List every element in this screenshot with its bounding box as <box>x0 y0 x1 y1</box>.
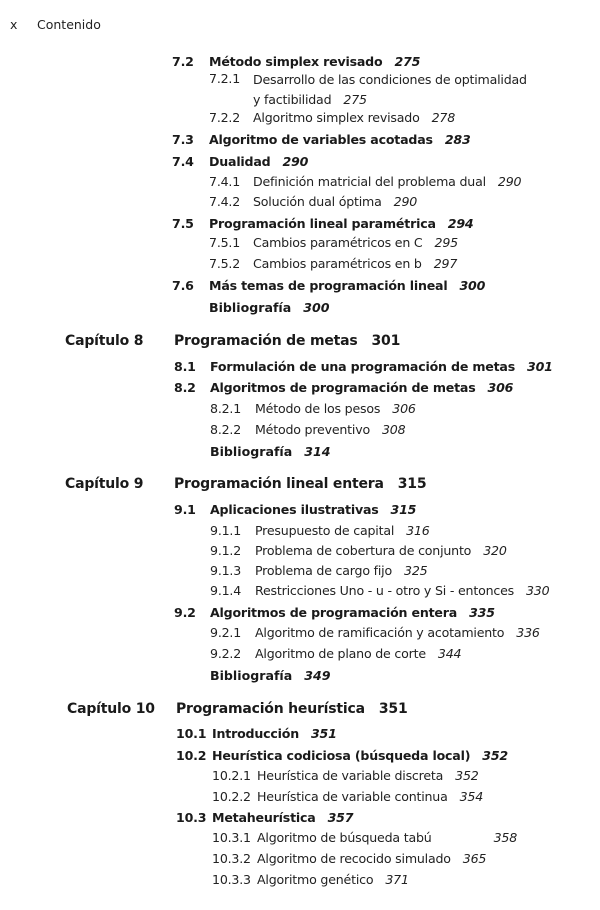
entry-title-wrap <box>210 604 495 622</box>
page-number-ref: 330 <box>525 583 550 598</box>
page-number-ref: 290 <box>497 174 522 189</box>
entry-title: Programación lineal paramétrica <box>209 216 436 231</box>
entry-title: Programación lineal entera <box>174 476 384 492</box>
page-number-ref: 297 <box>433 256 458 271</box>
entry-number: 7.4 <box>172 154 194 169</box>
entry-title-wrap <box>210 443 331 461</box>
entry-title: Heurística de variable continua <box>257 789 448 804</box>
page-number-ref: 308 <box>381 422 406 437</box>
entry-title-wrap <box>253 234 458 252</box>
entry-title: Algoritmos de programación entera <box>210 605 458 620</box>
entry-title-wrap <box>253 70 527 110</box>
entry-title: Solución dual óptima <box>253 194 382 209</box>
entry-title: Formulación de una programación de metas <box>210 359 516 374</box>
entry-title-wrap <box>210 501 416 519</box>
page-number-ref: 275 <box>343 92 367 107</box>
entry-number: 9.1.2 <box>210 543 242 558</box>
entry-title: Bibliografía <box>210 668 293 683</box>
page-number-ref: 352 <box>455 768 479 783</box>
entry-number: 10.3.3 <box>212 872 251 887</box>
entry-title-wrap <box>255 421 405 439</box>
entry-title-wrap <box>253 255 457 273</box>
page-number-ref: 295 <box>434 235 458 250</box>
page-number-ref: 306 <box>487 380 514 395</box>
entry-number: 10.1 <box>176 726 207 741</box>
entry-title: Definición matricial del problema dual <box>253 174 486 189</box>
page-number-ref: 290 <box>393 194 418 209</box>
entry-number: 10.3.1 <box>212 830 251 845</box>
entry-number: 9.2.2 <box>210 646 242 661</box>
page-number-ref: 314 <box>304 444 331 459</box>
page-number-ref: 351 <box>310 726 337 741</box>
entry-title: Algoritmo de plano de corte <box>255 646 426 661</box>
entry-number: 7.4.2 <box>209 194 241 209</box>
entry-title-wrap <box>257 788 483 806</box>
page-number-ref: 306 <box>392 401 416 416</box>
entry-title-wrap <box>253 109 455 127</box>
page-number-ref: 315 <box>390 502 417 517</box>
page-number: x <box>10 17 18 32</box>
entry-title-wrap <box>255 562 427 580</box>
page-number-ref: 325 <box>404 563 428 578</box>
entry-number: Capítulo 9 <box>65 476 144 492</box>
entry-title: Cambios paramétricos en b <box>253 256 422 271</box>
entry-number: 8.2.2 <box>210 422 242 437</box>
page-number-ref: 352 <box>482 748 508 763</box>
page-number-ref: 349 <box>304 668 331 683</box>
page-number-ref: 278 <box>431 110 456 125</box>
entry-title: Algoritmo de recocido simulado <box>257 851 451 866</box>
entry-title: Bibliografía <box>210 444 293 459</box>
entry-number: 7.3 <box>172 132 194 147</box>
page-number-ref: 335 <box>469 605 495 620</box>
entry-number: Capítulo 10 <box>67 701 155 717</box>
page-number-ref: 358 <box>493 830 518 845</box>
entry-title: Bibliografía <box>209 300 292 315</box>
page-number-ref: 301 <box>371 333 401 349</box>
entry-title: Algoritmo de ramificación y acotamiento <box>255 625 505 640</box>
entry-title: Algoritmos de programación de metas <box>210 380 476 395</box>
page-number-ref: 301 <box>527 359 553 374</box>
entry-title-wrap <box>255 582 549 600</box>
entry-number: 10.2 <box>176 748 207 763</box>
entry-number: 9.1 <box>174 502 196 517</box>
entry-title-wrap <box>209 153 308 171</box>
entry-title: Introducción <box>212 726 299 741</box>
entry-title: Dualidad <box>209 154 271 169</box>
entry-number: 9.1.1 <box>210 523 242 538</box>
page-number-ref: 354 <box>459 789 484 804</box>
entry-number: 8.1 <box>174 359 196 374</box>
entry-title: Método preventivo <box>255 422 370 437</box>
entry-number: 8.2.1 <box>210 401 242 416</box>
page-number-ref: 300 <box>459 278 486 293</box>
page-number-ref: 365 <box>462 851 487 866</box>
entry-number: 7.2.1 <box>209 71 241 86</box>
entry-title-wrap <box>255 542 507 560</box>
entry-title-wrap <box>212 809 353 827</box>
entry-title-wrap <box>174 475 426 493</box>
entry-title-wrap <box>255 400 416 418</box>
page-number-ref: 357 <box>327 810 354 825</box>
page-number-ref: 300 <box>303 300 330 315</box>
entry-title-wrap <box>257 829 517 847</box>
entry-title-wrap <box>257 850 486 868</box>
entry-title-wrap <box>253 193 417 211</box>
entry-title-wrap <box>209 215 473 233</box>
entry-title-wrap <box>210 667 331 685</box>
page-number-ref: 336 <box>516 625 540 640</box>
entry-number: 10.3 <box>176 810 207 825</box>
entry-title-wrap <box>209 299 330 317</box>
entry-number: 7.5 <box>172 216 194 231</box>
entry-number: 9.2 <box>174 605 196 620</box>
entry-title: Método simplex revisado <box>209 54 383 69</box>
entry-title: Aplicaciones ilustrativas <box>210 502 379 517</box>
entry-title: Cambios paramétricos en C <box>253 235 423 250</box>
entry-title-wrap <box>209 131 471 149</box>
entry-title-wrap <box>257 871 409 889</box>
entry-title-wrap <box>255 624 540 642</box>
entry-number: 8.2 <box>174 380 196 395</box>
entry-number: 7.2.2 <box>209 110 241 125</box>
entry-title-wrap <box>174 332 400 350</box>
entry-title: Más temas de programación lineal <box>209 278 448 293</box>
entry-title-wrap <box>255 645 461 663</box>
entry-title: Problema de cargo fijo <box>255 563 392 578</box>
entry-title: Algoritmo simplex revisado <box>253 110 420 125</box>
entry-title: Método de los pesos <box>255 401 381 416</box>
page-number-ref: 294 <box>447 216 474 231</box>
entry-title: Problema de cobertura de conjunto <box>255 543 472 558</box>
entry-title-wrap <box>212 725 337 743</box>
entry-title: Algoritmo genético <box>257 872 374 887</box>
entry-number: 7.4.1 <box>209 174 241 189</box>
page-number-ref: 275 <box>394 54 421 69</box>
entry-number: 7.5.2 <box>209 256 241 271</box>
page-number-ref: 316 <box>406 523 430 538</box>
page-number-ref: 351 <box>378 701 408 717</box>
entry-title-wrap <box>253 173 521 191</box>
entry-title: Desarrollo de las condiciones de optimalidad <box>253 72 527 87</box>
entry-title-wrap <box>209 53 420 71</box>
entry-title: Programación heurística <box>176 701 365 717</box>
page-number-ref: 344 <box>437 646 462 661</box>
entry-title-wrap <box>176 700 407 718</box>
entry-number: Capítulo 8 <box>65 333 144 349</box>
page-number-ref: 315 <box>397 476 427 492</box>
entry-number: 9.1.3 <box>210 563 242 578</box>
entry-number: 7.5.1 <box>209 235 241 250</box>
entry-number: 7.2 <box>172 54 194 69</box>
entry-title: Metaheurística <box>212 810 316 825</box>
page-number-ref: 290 <box>282 154 309 169</box>
entry-number: 9.1.4 <box>210 583 242 598</box>
entry-title: Heurística codiciosa (búsqueda local) <box>212 748 471 763</box>
entry-title: Algoritmo de búsqueda tabú <box>257 830 432 845</box>
entry-number: 9.2.1 <box>210 625 242 640</box>
entry-title-continuation: y factibilidad <box>253 92 332 107</box>
entry-title-wrap <box>210 379 513 397</box>
entry-number: 10.3.2 <box>212 851 251 866</box>
entry-title: Heurística de variable discreta <box>257 768 444 783</box>
entry-title: Restricciones Uno - u - otro y Si - entonces <box>255 583 514 598</box>
entry-number: 10.2.2 <box>212 789 251 804</box>
entry-title: Presupuesto de capital <box>255 523 395 538</box>
entry-title-wrap <box>212 747 508 765</box>
page-number-ref: 283 <box>444 132 471 147</box>
entry-title: Algoritmo de variables acotadas <box>209 132 433 147</box>
entry-title-wrap <box>210 358 553 376</box>
page-number-ref: 371 <box>385 872 409 887</box>
entry-title-wrap <box>209 277 485 295</box>
entry-number: 10.2.1 <box>212 768 251 783</box>
page-number-ref: 320 <box>483 543 507 558</box>
entry-title: Programación de metas <box>174 333 358 349</box>
entry-number: 7.6 <box>172 278 194 293</box>
running-title: Contenido <box>37 17 101 32</box>
entry-title-wrap <box>257 767 479 785</box>
entry-title-wrap <box>255 522 430 540</box>
